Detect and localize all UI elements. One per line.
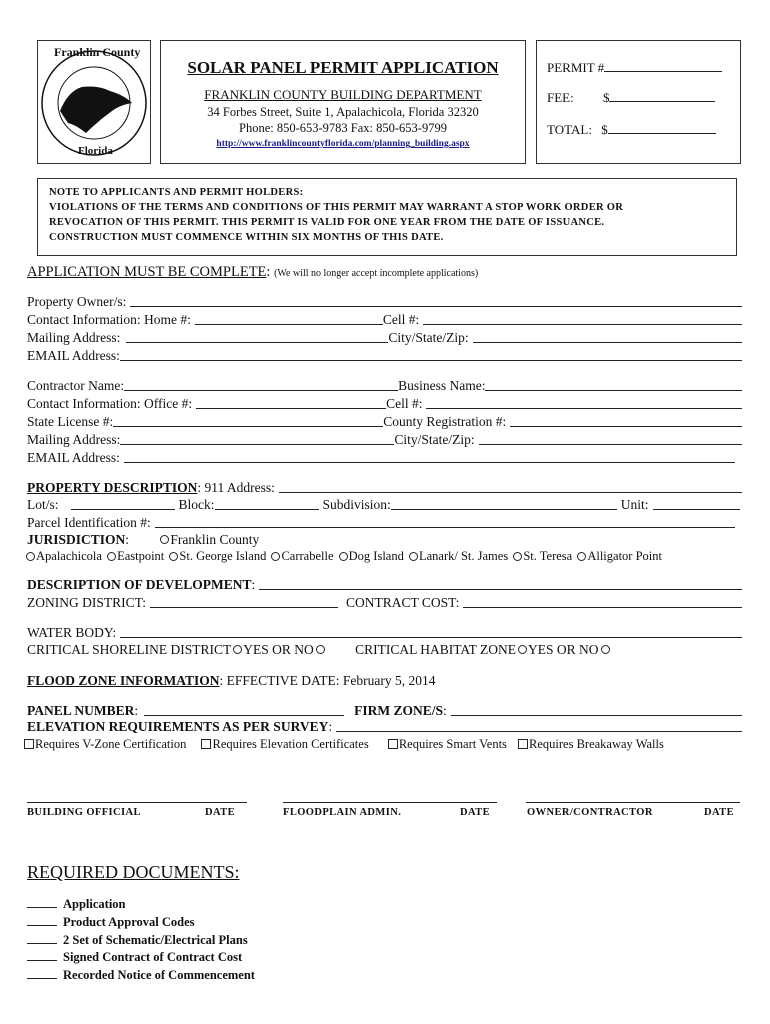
document-check-field[interactable] <box>27 913 57 926</box>
fee-label: FEE: <box>547 90 574 105</box>
document-item[interactable] <box>27 966 255 984</box>
block-field[interactable] <box>215 497 319 510</box>
notice-line: VIOLATIONS OF THE TERMS AND CONDITIONS OF THIS PERMIT MAY WARRANT A STOP WORK ORDER OR <box>49 202 624 213</box>
fee-symbol: $ <box>602 90 610 105</box>
page-title: SOLAR PANEL PERMIT APPLICATION <box>187 58 499 77</box>
contractor-city-label: City/State/Zip: <box>394 432 475 447</box>
cell-field[interactable] <box>423 312 742 325</box>
fee-field[interactable] <box>609 89 715 102</box>
city-label: City/State/Zip: <box>388 330 469 345</box>
cell-label: Cell #: <box>382 312 420 327</box>
unit-field[interactable] <box>653 497 740 510</box>
department-address: 34 Forbes Street, Suite 1, Apalachicola, Florida 32320 <box>207 105 479 119</box>
document-check-field[interactable] <box>27 948 57 961</box>
notice-line: CONSTRUCTION MUST COMMENCE WITHIN SIX MONTHS OF THIS DATE. <box>49 232 444 243</box>
flood-heading: FLOOD ZONE INFORMATION <box>27 673 220 688</box>
contractor-name-label: Contractor Name: <box>27 378 125 393</box>
elevation-colon: : <box>328 719 333 734</box>
shoreline-yes-no: YES OR NO <box>243 642 314 657</box>
property-address-label: : 911 Address: <box>197 480 275 495</box>
email-label: EMAIL Address: <box>27 348 120 363</box>
subdivision-label: Subdivision: <box>322 497 391 512</box>
contractor-cell-field[interactable] <box>426 396 742 409</box>
zoning-field[interactable] <box>150 595 338 608</box>
permit-label: PERMIT # <box>547 60 605 75</box>
radio-icon[interactable] <box>316 645 325 654</box>
development-colon: : <box>251 577 256 592</box>
application-note: (We will no longer accept incomplete applications) <box>274 268 479 279</box>
elevation-field[interactable] <box>336 719 742 732</box>
mailing-label: Mailing Address: <box>27 330 121 345</box>
parcel-label: Parcel Identification #: <box>27 515 151 530</box>
date-label: DATE <box>704 807 734 818</box>
check-label: Requires Smart Vents <box>398 737 507 751</box>
jurisdiction-option-label: Lanark/ St. James <box>418 549 509 563</box>
check-label: Requires V-Zone Certification <box>35 737 187 751</box>
radio-icon[interactable] <box>601 645 610 654</box>
total-symbol: $ <box>601 122 608 137</box>
radio-icon[interactable] <box>409 552 418 561</box>
document-item[interactable] <box>27 948 255 966</box>
logo-bottom-text: Florida <box>78 145 113 157</box>
water-body-label: WATER BODY: <box>27 625 117 640</box>
signature-line-owner[interactable] <box>526 802 740 803</box>
logo-top-text: Franklin County <box>54 45 141 59</box>
jurisdiction-options <box>26 549 662 567</box>
jurisdiction-option[interactable] <box>167 549 266 563</box>
document-label: Recorded Notice of Commencement <box>63 968 255 983</box>
email-field[interactable] <box>120 348 742 361</box>
panel-colon: : <box>134 703 139 718</box>
permit-field[interactable] <box>604 59 722 72</box>
checkbox-icon[interactable] <box>388 739 398 749</box>
panel-label: PANEL NUMBER <box>27 703 135 718</box>
contractor-city-field[interactable] <box>479 432 742 445</box>
check-vents[interactable] <box>388 737 507 751</box>
fee-box <box>536 40 741 164</box>
jurisdiction-option[interactable] <box>511 549 572 563</box>
cost-label: CONTRACT COST: <box>345 595 460 610</box>
contractor-cell-label: Cell #: <box>386 396 423 411</box>
water-body-field[interactable] <box>120 625 742 638</box>
city-field[interactable] <box>473 330 742 343</box>
contractor-name-field[interactable] <box>124 378 398 391</box>
notice-box <box>37 178 737 256</box>
county-reg-label: County Registration #: <box>383 414 507 429</box>
firm-label: FIRM ZONE/S <box>354 703 444 718</box>
jurisdiction-option[interactable] <box>575 549 662 563</box>
firm-colon: : <box>443 703 447 718</box>
radio-icon[interactable] <box>107 552 116 561</box>
contractor-mailing-field[interactable] <box>120 432 394 445</box>
habitat-yes-no: YES OR NO <box>528 642 599 657</box>
jurisdiction-option-label: Carrabelle <box>281 549 334 563</box>
date-label: DATE <box>205 807 235 818</box>
radio-icon[interactable] <box>160 535 169 544</box>
check-label: Requires Breakaway Walls <box>529 737 664 751</box>
documents-list <box>27 895 255 984</box>
flood-checks <box>24 737 664 755</box>
jurisdiction-option-label: Dog Island <box>348 549 404 563</box>
owner-field[interactable] <box>130 294 742 307</box>
checkbox-icon[interactable] <box>201 739 211 749</box>
jurisdiction-option[interactable] <box>105 549 164 563</box>
lots-label: Lot/s: <box>27 497 59 512</box>
floodplain-label: FLOODPLAIN ADMIN. <box>283 807 402 818</box>
jurisdiction-option-franklin[interactable] <box>158 532 259 547</box>
panel-field[interactable] <box>144 703 344 716</box>
document-label: Signed Contract of Contract Cost <box>63 950 243 965</box>
document-check-field[interactable] <box>27 931 57 944</box>
radio-icon[interactable] <box>577 552 586 561</box>
license-field[interactable] <box>113 414 383 427</box>
radio-icon[interactable] <box>339 552 348 561</box>
firm-field[interactable] <box>451 703 742 716</box>
jurisdiction-option-label: Franklin County <box>170 532 260 547</box>
department-url[interactable]: http://www.franklincountyflorida.com/planning_building.aspx <box>216 139 470 149</box>
unit-label: Unit: <box>620 497 649 512</box>
check-vzone[interactable] <box>24 737 186 751</box>
elevation-label: ELEVATION REQUIREMENTS AS PER SURVEY <box>27 719 329 734</box>
document-label: Application <box>63 897 126 911</box>
habitat-label: CRITICAL HABITAT ZONE <box>355 642 517 657</box>
jurisdiction-option[interactable] <box>26 549 102 563</box>
shoreline-label: CRITICAL SHORELINE DISTRICT <box>27 642 232 657</box>
notice-heading: NOTE TO APPLICANTS AND PERMIT HOLDERS: <box>49 187 304 198</box>
document-label: 2 Set of Schematic/Electrical Plans <box>63 932 248 947</box>
mailing-field[interactable] <box>126 330 388 343</box>
cost-field[interactable] <box>463 595 742 608</box>
jurisdiction-option-label: Eastpoint <box>117 549 165 563</box>
jurisdiction-colon: : <box>125 532 130 547</box>
flood-effective-date: : EFFECTIVE DATE: February 5, 2014 <box>219 673 436 688</box>
check-label: Requires Elevation Certificates <box>212 737 369 751</box>
zoning-label: ZONING DISTRICT: <box>27 595 146 610</box>
development-field[interactable] <box>259 577 742 590</box>
radio-icon[interactable] <box>518 645 527 654</box>
header-box <box>160 40 526 164</box>
jurisdiction-option-label: St. Teresa <box>523 549 573 563</box>
home-phone-field[interactable] <box>195 312 383 325</box>
check-elevation[interactable] <box>201 737 368 751</box>
radio-icon[interactable] <box>26 552 35 561</box>
checkbox-icon[interactable] <box>518 739 528 749</box>
jurisdiction-option[interactable] <box>337 549 404 563</box>
check-walls[interactable] <box>518 737 664 751</box>
contractor-email-label: EMAIL Address: <box>27 450 120 465</box>
business-label: Business Name: <box>398 378 486 393</box>
business-field[interactable] <box>485 378 742 391</box>
office-field[interactable] <box>196 396 386 409</box>
jurisdiction-label: JURISDICTION <box>27 532 126 547</box>
property-heading: PROPERTY DESCRIPTION <box>27 480 198 495</box>
application-colon: : <box>266 264 271 280</box>
office-label: Contact Information: Office #: <box>27 396 193 411</box>
total-label: TOTAL: <box>547 122 592 137</box>
contractor-email-field[interactable] <box>124 450 735 463</box>
checkbox-icon[interactable] <box>24 739 34 749</box>
document-item[interactable] <box>27 931 255 949</box>
owner-label: Property Owner/s: <box>27 294 127 309</box>
document-label: Product Approval Codes <box>63 914 195 929</box>
home-label: Contact Information: Home #: <box>27 312 191 327</box>
radio-icon[interactable] <box>233 645 242 654</box>
signature-line-floodplain[interactable] <box>283 802 497 803</box>
radio-icon[interactable] <box>169 552 178 561</box>
document-item[interactable] <box>27 913 255 931</box>
logo <box>37 40 151 164</box>
document-check-field[interactable] <box>27 966 57 979</box>
jurisdiction-option-label: St. George Island <box>179 549 267 563</box>
property-address-field[interactable] <box>279 480 742 493</box>
owner-contractor-label: OWNER/CONTRACTOR <box>527 807 653 818</box>
document-item[interactable] <box>27 895 255 913</box>
jurisdiction-option-label: Apalachicola <box>36 549 102 563</box>
subdivision-field[interactable] <box>391 497 617 510</box>
documents-heading: REQUIRED DOCUMENTS: <box>27 862 240 882</box>
contractor-mailing-label: Mailing Address: <box>27 432 121 447</box>
department-name: FRANKLIN COUNTY BUILDING DEPARTMENT <box>204 87 482 102</box>
total-field[interactable] <box>608 121 716 134</box>
license-label: State License #: <box>27 414 114 429</box>
radio-icon[interactable] <box>271 552 280 561</box>
block-label: Block: <box>178 497 215 512</box>
parcel-field[interactable] <box>155 515 735 528</box>
jurisdiction-option[interactable] <box>407 549 508 563</box>
date-label: DATE <box>460 807 490 818</box>
notice-line: REVOCATION OF THIS PERMIT. THIS PERMIT IS VALID FOR ONE YEAR FROM THE DATE OF ISSUANCE. <box>49 217 605 228</box>
official-label: BUILDING OFFICIAL <box>27 807 141 818</box>
development-heading: DESCRIPTION OF DEVELOPMENT <box>27 577 252 592</box>
document-check-field[interactable] <box>27 895 57 908</box>
jurisdiction-option-label: Alligator Point <box>587 549 662 563</box>
application-heading: APPLICATION MUST BE COMPLETE <box>27 264 267 280</box>
department-phone: Phone: 850-653-9783 Fax: 850-653-9799 <box>239 121 447 135</box>
radio-icon[interactable] <box>513 552 522 561</box>
county-reg-field[interactable] <box>510 414 742 427</box>
jurisdiction-option[interactable] <box>269 549 333 563</box>
signature-line-official[interactable] <box>27 802 247 803</box>
lots-field[interactable] <box>71 497 175 510</box>
